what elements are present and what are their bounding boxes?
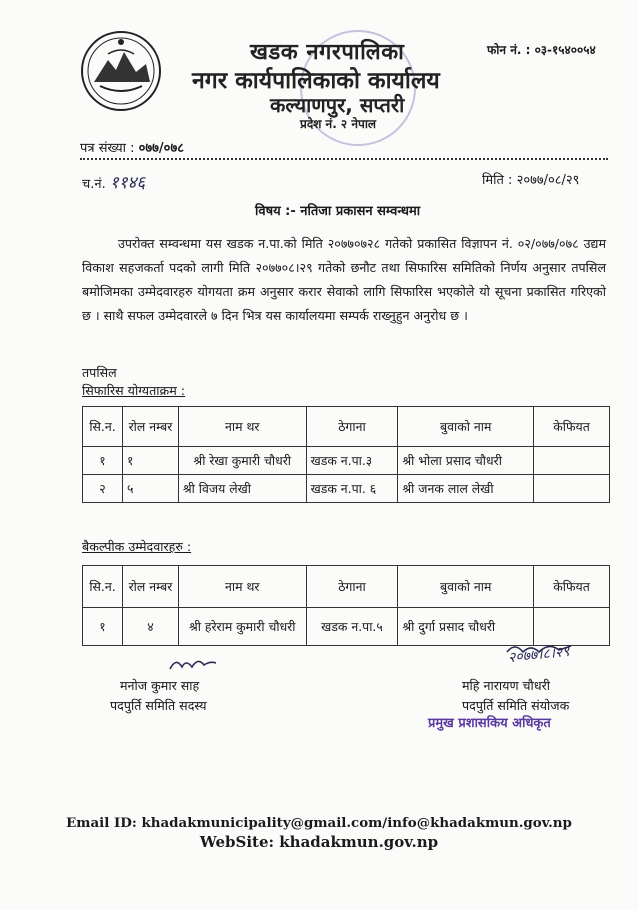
recommended-table [82, 406, 610, 503]
alternate-heading: बैकल्पीक उम्मेदवारहरु : [82, 539, 192, 554]
cell-sn: १ [83, 608, 123, 646]
cell-address: खडक न.पा.५ [306, 608, 398, 646]
right-signatory-name: महि नारायण चौधरी [462, 678, 550, 693]
col-name: नाम थर [178, 566, 306, 608]
letter-body: उपरोक्त सम्वन्धमा यस खडक न.पा.को मिति २०७७०७२८ गतेको प्रकासित विज्ञापन नं. ०२/०७७/०७८ उद्यम विकाश सहजकर्ता पदको लागी मिति २०७७०८।२९ गतेको छनौट तथा सिफारिस समितिको निर्णय अनुसार तपसिल बमोजिमका उम्मेदवारहरु योगयता क्रम अनुसार करार सेवाको लागि सिफारिस भएकोले यो सूचना प्रकासित गरिएको छ । साथै सफल उम्मेदवारले ७ दिन भित्र यस कार्यालयमा सम्पर्क राख्नुहुन अनुरोध छ । [82, 236, 606, 323]
municipality-name: खडक नगरपालिका [250, 40, 405, 65]
left-signature-mark [168, 655, 218, 675]
cell-father: श्री दुर्गा प्रसाद चौधरी [398, 608, 534, 646]
col-address: ठेगाना [306, 407, 398, 447]
government-emblem-icon [80, 30, 162, 112]
table-row [83, 447, 610, 475]
letter-number [80, 138, 184, 156]
right-signature-date: २०७७।८।२९ [507, 643, 571, 667]
footer-email: Email ID: khadakmunicipality@gmail.com/info@khadakmun.gov.np [66, 815, 572, 831]
col-remarks: केफियत [534, 407, 610, 447]
cell-sn: २ [83, 475, 123, 503]
cell-address: खडक न.पा. ६ [306, 475, 398, 503]
letter-subject: विषय :- नतिजा प्रकासन सम्वन्धमा [255, 204, 421, 219]
dispatch-number [82, 170, 145, 193]
cell-name: श्री विजय लेखी [178, 475, 306, 503]
col-sn: सि.न. [83, 566, 123, 608]
letter-date: मिति : २०७७/०८/२९ [482, 173, 580, 188]
col-father: बुवाको नाम [398, 566, 534, 608]
cell-address: खडक न.पा.३ [306, 447, 398, 475]
dispatch-number-label: च.नं. [82, 177, 106, 192]
alternate-table [82, 565, 610, 646]
cell-father: श्री भोला प्रसाद चौधरी [398, 447, 534, 475]
cell-name: श्री हरेराम कुमारी चौधरी [178, 608, 306, 646]
left-signatory-name: मनोज कुमार साह [120, 678, 200, 693]
col-address: ठेगाना [306, 566, 398, 608]
cell-roll: ४ [122, 608, 178, 646]
table-row [83, 475, 610, 503]
letter-number-label: पत्र संख्या : [80, 141, 135, 156]
phone-number: फोन नं. : ०३-१५४००५४ [487, 43, 596, 57]
dispatch-number-value: ११४६ [109, 173, 146, 193]
letter-number-value: ०७७/०७८ [138, 141, 184, 156]
cell-roll: ५ [122, 475, 178, 503]
details-label: तपसिल [82, 365, 117, 380]
cell-sn: १ [83, 447, 123, 475]
col-remarks: केफियत [534, 566, 610, 608]
cell-name: श्री रेखा कुमारी चौधरी [178, 447, 306, 475]
cell-remarks [534, 447, 610, 475]
office-name: नगर कार्यपालिकाको कार्यालय [192, 68, 440, 94]
cell-father: श्री जनक लाल लेखी [398, 475, 534, 503]
header-divider [80, 158, 608, 160]
province-line: प्रदेश नं. २ नेपाल [300, 117, 377, 131]
col-name: नाम थर [178, 407, 306, 447]
office-location: कल्याणपुर, सप्तरी [270, 93, 405, 117]
col-roll: रोल नम्बर [122, 566, 178, 608]
col-roll: रोल नम्बर [122, 407, 178, 447]
col-sn: सि.न. [83, 407, 123, 447]
recommended-heading: सिफारिस योग्यताक्रम : [82, 383, 185, 398]
table-header-row [83, 407, 610, 447]
right-signatory-role: पदपुर्ति समिति संयोजक [462, 698, 570, 713]
col-father: बुवाको नाम [398, 407, 534, 447]
left-signatory-role: पदपुर्ति समिति सदस्य [110, 698, 207, 713]
cao-stamp: प्रमुख प्रशासकिय अधिकृत [428, 716, 551, 731]
cell-roll: १ [122, 447, 178, 475]
footer-website: WebSite: khadakmun.gov.np [199, 833, 439, 851]
table-header-row [83, 566, 610, 608]
cell-remarks [534, 475, 610, 503]
